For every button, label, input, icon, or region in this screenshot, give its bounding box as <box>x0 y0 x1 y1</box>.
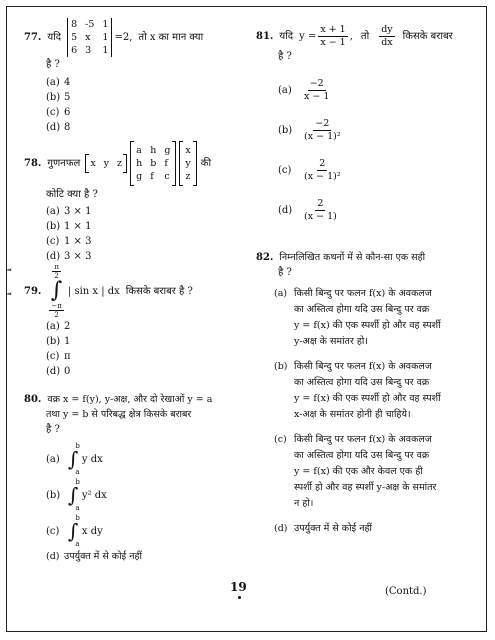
option-a[interactable] <box>274 286 476 350</box>
page-number: 19 <box>230 580 247 594</box>
option-label: (b) <box>274 361 288 372</box>
question-78 <box>24 142 232 264</box>
question-text: निम्नलिखित कथनों में से कौन-सा एक सही <box>279 252 426 263</box>
limit-den: 2 <box>54 311 59 319</box>
option-text: का अस्तित्व होगा यदि उस बिन्दु पर वक्र <box>294 377 430 388</box>
matrix-cell: g <box>164 145 171 156</box>
punctuation: , <box>349 31 353 42</box>
option-label: (d) <box>278 205 293 216</box>
question-text: किसके बराबर है ? <box>125 285 193 297</box>
option-c[interactable] <box>46 349 232 364</box>
fraction <box>302 158 343 183</box>
numerator: −2 <box>309 77 324 89</box>
option-label: (a) <box>46 454 60 465</box>
option-a[interactable] <box>46 75 232 90</box>
option-label: (d) <box>46 251 61 262</box>
option-text: y = f(x) की एक स्पर्शी हो और वह स्पर्शी <box>294 320 441 331</box>
vector-cell: z <box>117 158 123 169</box>
numerator: −2 <box>315 117 330 129</box>
matrix-cell: f <box>164 158 168 169</box>
question-page <box>24 16 476 628</box>
question-text: है ? <box>278 267 292 278</box>
option-text: y = f(x) की एक स्पर्शी हो और वह स्पर्शी <box>294 393 441 404</box>
option-b[interactable] <box>46 219 232 234</box>
definite-integral <box>68 514 82 548</box>
option-a[interactable] <box>46 204 232 219</box>
option-b[interactable] <box>46 334 232 349</box>
determinant <box>67 18 112 57</box>
matrix-cell: 6 <box>71 45 78 56</box>
option-label: (b) <box>46 336 61 347</box>
lower-limit: a <box>75 504 80 512</box>
question-number: 79. <box>24 285 42 297</box>
option-text: π <box>64 351 71 362</box>
numerator: dy <box>381 24 393 35</box>
question-text: कोटि क्या है ? <box>46 189 98 200</box>
option-label: (a) <box>46 321 60 332</box>
upper-limit: b <box>75 514 80 522</box>
integral-sign-icon: ∫ <box>68 447 79 471</box>
integral-sign-icon: ∫ <box>68 483 79 507</box>
option-b[interactable] <box>278 110 476 150</box>
square-matrix <box>130 142 176 185</box>
option-label: (a) <box>278 85 292 96</box>
option-label: (a) <box>46 206 60 217</box>
option-a[interactable] <box>46 441 232 477</box>
option-text: 5 <box>64 92 71 103</box>
option-label: (c) <box>46 351 60 362</box>
derivative <box>379 24 394 49</box>
option-text: न हो। <box>294 498 314 509</box>
question-text: तो <box>360 31 370 42</box>
option-c[interactable] <box>46 234 232 249</box>
question-text: की <box>200 158 212 169</box>
denominator: x − 1 <box>320 37 346 48</box>
question-prefix: यदि <box>47 32 62 43</box>
matrix-cell: h <box>136 158 143 169</box>
option-text: का अस्तित्व होगा यदि उस बिन्दु पर वक्र <box>294 450 430 461</box>
question-text: है ? <box>46 59 60 70</box>
option-text: उपर्युक्त में से कोई नहीं <box>294 523 372 534</box>
option-label: (d) <box>274 523 288 534</box>
matrix-cell: a <box>136 145 142 156</box>
option-label: (a) <box>274 288 288 299</box>
option-text: y-अक्ष के समांतर हो। <box>294 336 368 347</box>
question-number: 80. <box>24 394 42 405</box>
vector-cell: z <box>185 171 191 182</box>
limit-den: 2 <box>54 272 59 280</box>
option-text: x-अक्ष के समांतर होनी ही चाहिये। <box>294 409 411 420</box>
fraction <box>302 78 331 103</box>
option-b[interactable] <box>46 90 232 105</box>
option-text: y = f(x) की एक और केवल एक ही <box>294 466 423 477</box>
row-vector <box>85 155 127 172</box>
option-text: x dy <box>81 525 103 537</box>
option-text: 3 × 1 <box>64 206 92 217</box>
matrix-cell: g <box>136 171 143 182</box>
matrix-cell: 1 <box>102 32 109 43</box>
option-text: 1 × 3 <box>64 236 92 247</box>
matrix-cell: h <box>150 145 157 156</box>
limit-num: −π <box>51 302 62 310</box>
denominator: (x − 1)² <box>304 130 341 142</box>
question-number: 78. <box>24 158 42 169</box>
option-b[interactable] <box>46 477 232 513</box>
matrix-cell: 8 <box>71 19 78 30</box>
question-number: 77. <box>24 32 42 43</box>
question-82 <box>256 250 476 537</box>
question-text: है ? <box>46 424 60 435</box>
denominator: (x − 1) <box>304 210 337 222</box>
numerator: 2 <box>319 157 326 169</box>
question-text: तथा y = b से परिबद्ध क्षेत्र किसके बराबर <box>46 409 192 420</box>
option-label: (d) <box>46 366 61 377</box>
option-label: (d) <box>46 551 60 562</box>
option-text: 6 <box>64 107 71 118</box>
question-77 <box>24 18 232 135</box>
matrix-cell: b <box>150 158 157 169</box>
option-d[interactable] <box>274 521 476 537</box>
option-text: y dx <box>81 453 103 465</box>
option-d[interactable] <box>46 249 232 264</box>
lower-limit: a <box>75 468 80 476</box>
equation-lhs: y = <box>299 31 317 42</box>
matrix-cell: f <box>150 171 154 182</box>
question-prefix: गुणनफल <box>47 158 81 169</box>
option-d[interactable] <box>46 549 232 564</box>
question-prefix: यदि <box>279 31 294 42</box>
option-text: 1 <box>64 336 71 347</box>
option-d[interactable] <box>46 364 232 379</box>
matrix-cell: -5 <box>85 19 95 30</box>
option-text: 0 <box>64 366 71 377</box>
lower-limit: a <box>75 540 80 548</box>
integrand: | sin x | dx <box>67 285 120 297</box>
fraction <box>302 118 343 143</box>
denominator: (x − 1)² <box>304 170 341 182</box>
option-c[interactable] <box>46 513 232 549</box>
option-label: (c) <box>46 526 60 537</box>
option-text: 4 <box>64 77 71 88</box>
option-text: 1 × 1 <box>64 221 92 232</box>
limit-num: π <box>54 263 59 271</box>
option-a[interactable] <box>46 319 232 334</box>
question-81 <box>256 24 476 230</box>
question-text: वक्र x = f(y), y-अक्ष, और दो रेखाओं y = a <box>47 394 213 405</box>
upper-limit: b <box>75 478 80 486</box>
matrix-cell: 3 <box>85 45 92 56</box>
option-text: y² dx <box>81 489 107 501</box>
vector-cell: y <box>185 158 191 169</box>
matrix-cell: c <box>164 171 170 182</box>
option-label: (b) <box>278 125 293 136</box>
question-number: 82. <box>256 252 274 263</box>
equation-rhs: =2, <box>114 32 133 43</box>
matrix-cell: x <box>85 32 91 43</box>
page-dot <box>238 596 241 599</box>
vector-cell: y <box>103 158 110 169</box>
option-label: (c) <box>278 165 292 176</box>
option-text: का अस्तित्व होगा यदि उस बिन्दु पर वक्र <box>294 304 430 315</box>
vector-cell: x <box>90 158 96 169</box>
option-label: (a) <box>46 77 60 88</box>
option-text: 3 × 3 <box>64 251 92 262</box>
numerator: 2 <box>317 197 324 209</box>
option-text: किसी बिन्दु पर फलन f(x) के अवकलज <box>294 288 432 299</box>
question-text: है ? <box>278 51 292 62</box>
fraction <box>318 24 347 49</box>
option-d[interactable] <box>278 190 476 230</box>
option-label: (b) <box>46 221 61 232</box>
option-c[interactable] <box>46 105 232 120</box>
lower-limit <box>49 302 63 319</box>
option-label: (c) <box>274 434 287 445</box>
integral-sign-icon: ∫ <box>50 278 63 303</box>
option-a[interactable] <box>278 70 476 110</box>
fraction <box>302 198 339 223</box>
option-text: उपर्युक्त में से कोई नहीं <box>64 551 142 562</box>
option-c[interactable] <box>278 150 476 190</box>
option-text: 2 <box>64 321 71 332</box>
option-d[interactable] <box>46 120 232 135</box>
matrix-cell: 5 <box>71 32 78 43</box>
definite-integral <box>68 442 82 476</box>
integral-sign-icon: ∫ <box>68 519 79 543</box>
option-label: (b) <box>46 92 61 103</box>
option-label: (c) <box>46 107 60 118</box>
option-text: 8 <box>64 122 71 133</box>
denominator: dx <box>381 37 393 48</box>
upper-limit: b <box>75 442 80 450</box>
option-label: (c) <box>46 236 60 247</box>
option-text: किसी बिन्दु पर फलन f(x) के अवकलज <box>294 361 432 372</box>
option-text: किसी बिन्दु पर फलन f(x) के अवकलज <box>294 434 432 445</box>
column-vector <box>179 142 196 185</box>
question-80 <box>24 392 232 564</box>
continued-label: (Contd.) <box>385 586 427 597</box>
option-c[interactable] <box>274 432 476 512</box>
matrix-cell: 1 <box>102 19 109 30</box>
numerator: x + 1 <box>320 24 346 35</box>
question-text: किसके बराबर <box>402 31 453 42</box>
definite-integral <box>68 478 82 512</box>
matrix-cell: 1 <box>102 45 109 56</box>
vector-cell: x <box>185 145 191 156</box>
option-b[interactable] <box>274 359 476 423</box>
option-label: (d) <box>46 122 61 133</box>
option-text: स्पर्शी हो और वह स्पर्शी y-अक्ष के समांतर <box>294 482 437 493</box>
limit-num-value: π <box>57 302 62 310</box>
denominator: x − 1 <box>304 90 330 102</box>
question-79 <box>24 264 232 379</box>
option-label: (b) <box>46 490 61 501</box>
question-text: तो x का मान क्या <box>138 32 204 43</box>
question-number: 81. <box>256 31 274 42</box>
